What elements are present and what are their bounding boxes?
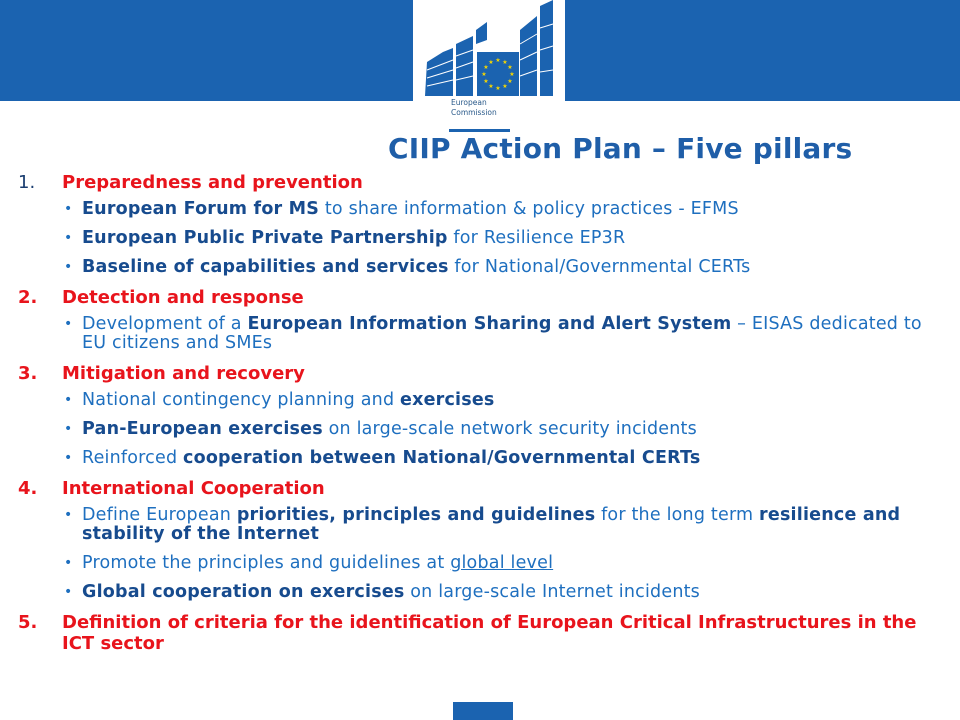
list-item — [62, 258, 948, 277]
pillar-heading-4 — [18, 478, 948, 499]
bold-text: European Public Private Partnership — [82, 228, 448, 248]
body-text: for the long term — [595, 505, 760, 525]
body-text: Reinforced — [82, 448, 184, 468]
body-text: National contingency planning and — [82, 390, 401, 410]
svg-text:★: ★ — [481, 71, 487, 78]
bold-text: Baseline of capabilities and services — [82, 257, 449, 277]
list-item — [62, 391, 948, 410]
svg-text:★: ★ — [495, 57, 501, 64]
svg-text:★: ★ — [488, 83, 494, 90]
bullet-icon: • — [64, 555, 73, 571]
svg-text:★: ★ — [502, 59, 508, 66]
body-text: Promote the principles and guidelines at — [82, 553, 451, 573]
bullet-icon: • — [64, 507, 73, 523]
list-item — [62, 315, 948, 353]
bullet-icon: • — [64, 421, 73, 437]
pillar-title: Preparedness and prevention — [62, 172, 363, 193]
list-item — [62, 200, 948, 219]
svg-text:★: ★ — [509, 71, 515, 78]
pillar-number: 1. — [18, 172, 36, 193]
body-text: Define European — [82, 505, 237, 525]
pillar-heading-5 — [18, 612, 948, 654]
bullet-icon: • — [64, 201, 73, 217]
bullet-icon: • — [64, 392, 73, 408]
body-text: to share information & policy practices - EFMS — [319, 199, 739, 219]
svg-text:★: ★ — [507, 64, 513, 71]
pillar-number: 4. — [18, 478, 38, 499]
pillar-number: 2. — [18, 287, 38, 308]
bullet-icon: • — [64, 316, 73, 332]
pillar-heading-1 — [18, 172, 948, 193]
bold-text: European Information Sharing and Alert System — [247, 314, 732, 334]
slide-title: CIIP Action Plan – Five pillars — [388, 132, 853, 165]
bullet-icon: • — [64, 230, 73, 246]
bold-text: exercises — [400, 390, 495, 410]
list-item — [62, 583, 948, 602]
bullet-icon: • — [64, 259, 73, 275]
bold-text: Pan-European exercises — [82, 419, 323, 439]
body-text: – EISAS dedicated to EU citizens and SMEs — [82, 314, 922, 353]
pillar-title: International Cooperation — [62, 478, 325, 499]
bold-text: cooperation between National/Governmental CERTs — [183, 448, 701, 468]
list-item — [62, 229, 948, 248]
body-text: for Resilience EP3R — [447, 228, 626, 248]
svg-text:★: ★ — [502, 83, 508, 90]
logo-text — [451, 98, 497, 118]
bold-text: European Forum for MS — [82, 199, 320, 219]
pillar-number: 3. — [18, 363, 38, 384]
bullet-icon: • — [64, 584, 73, 600]
svg-text:★: ★ — [488, 59, 494, 66]
body-text: on large-scale Internet incidents — [404, 582, 700, 602]
european-commission-logo — [413, 0, 565, 134]
pillar-list — [18, 172, 948, 661]
svg-text:★: ★ — [495, 85, 501, 92]
svg-text:★: ★ — [483, 64, 489, 71]
pillar-heading-3 — [18, 363, 948, 384]
body-text: for National/Governmental CERTs — [448, 257, 751, 277]
logo-line-european: European — [451, 98, 487, 107]
svg-text:★: ★ — [507, 78, 513, 85]
list-item — [62, 420, 948, 439]
bold-text: Global cooperation on exercises — [82, 582, 405, 602]
list-item — [62, 506, 948, 544]
body-text: Development of a — [82, 314, 248, 334]
pillar-title: Definition of criteria for the identification of European Critical Infrastructures in the ICT sector — [62, 612, 917, 654]
pillar-number: 5. — [18, 612, 38, 633]
bottom-accent-block — [453, 702, 513, 720]
body-text: on large-scale network security incidents — [322, 419, 697, 439]
list-item — [62, 554, 948, 573]
underlined-text: global level — [450, 553, 554, 573]
pillar-heading-2 — [18, 287, 948, 308]
bullet-icon: • — [64, 450, 73, 466]
pillar-title: Mitigation and recovery — [62, 363, 305, 384]
logo-line-commission: Commission — [451, 108, 497, 117]
pillar-title: Detection and response — [62, 287, 304, 308]
bold-text: priorities, principles and guidelines — [236, 505, 596, 525]
list-item — [62, 449, 948, 468]
svg-text:★: ★ — [483, 78, 489, 85]
bold-text: resilience and stability of the Internet — [82, 505, 901, 544]
